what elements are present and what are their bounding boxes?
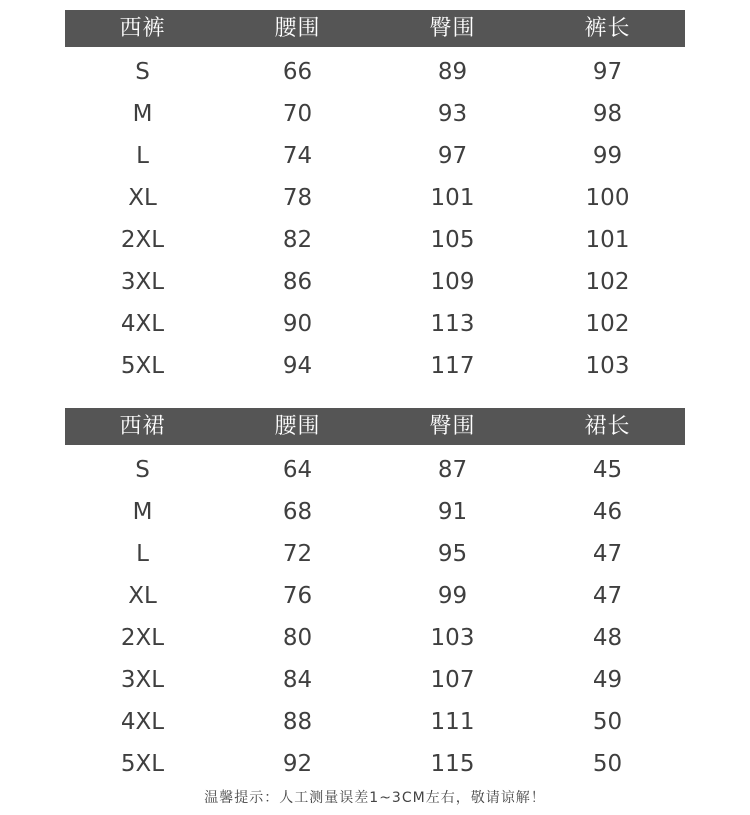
waist-cell: 88 [282,709,313,735]
table-row [65,617,685,659]
length-cell: 46 [592,499,623,525]
size-cell: M [132,101,153,127]
length-cell: 101 [585,227,630,253]
waist-cell: 72 [282,541,313,567]
table-row [65,135,685,177]
table-row [65,533,685,575]
hip-cell: 99 [437,583,468,609]
size-cell: 3XL [120,269,165,295]
table-row [65,743,685,785]
size-cell: L [136,541,149,567]
trousers-data-rows [65,51,685,387]
size-cell: 5XL [120,353,165,379]
hip-cell: 105 [430,227,475,253]
header-cell-length: 裙长 [584,414,631,439]
table-row [65,303,685,345]
header-cell-category: 西裤 [119,16,166,41]
hip-cell: 117 [430,353,475,379]
size-cell: M [132,499,153,525]
size-cell: 3XL [120,667,165,693]
header-cell-hip: 臀围 [429,16,476,41]
trousers-header-row [65,10,685,47]
header-cell-waist: 腰围 [274,414,321,439]
table-row [65,261,685,303]
hip-cell: 103 [430,625,475,651]
hip-cell: 89 [437,59,468,85]
table-row [65,491,685,533]
waist-cell: 84 [282,667,313,693]
table-row [65,51,685,93]
header-cell-category: 西裙 [119,414,166,439]
length-cell: 102 [585,311,630,337]
length-cell: 50 [592,709,623,735]
length-cell: 50 [592,751,623,777]
hip-cell: 113 [430,311,475,337]
table-row [65,177,685,219]
length-cell: 100 [585,185,630,211]
hip-cell: 109 [430,269,475,295]
waist-cell: 80 [282,625,313,651]
header-cell-length: 裤长 [584,16,631,41]
hip-cell: 97 [437,143,468,169]
table-row [65,93,685,135]
waist-cell: 66 [282,59,313,85]
table-row [65,575,685,617]
hip-cell: 101 [430,185,475,211]
size-cell: L [136,143,149,169]
table-row [65,659,685,701]
waist-cell: 82 [282,227,313,253]
skirt-header-row [65,408,685,445]
waist-cell: 74 [282,143,313,169]
hip-cell: 95 [437,541,468,567]
hip-cell: 91 [437,499,468,525]
size-cell: S [135,59,150,85]
waist-cell: 90 [282,311,313,337]
length-cell: 97 [592,59,623,85]
length-cell: 47 [592,541,623,567]
length-cell: 99 [592,143,623,169]
waist-cell: 70 [282,101,313,127]
size-cell: 4XL [120,709,165,735]
table-row [65,449,685,491]
length-cell: 98 [592,101,623,127]
waist-cell: 64 [282,457,313,483]
size-cell: XL [128,185,157,211]
size-cell: 5XL [120,751,165,777]
hip-cell: 93 [437,101,468,127]
table-row [65,345,685,387]
length-cell: 45 [592,457,623,483]
measurement-footnote: 温馨提示：人工测量误差1~3CM左右，敬请谅解！ [204,790,546,806]
size-cell: S [135,457,150,483]
table-row [65,701,685,743]
size-cell: 2XL [120,625,165,651]
header-cell-waist: 腰围 [274,16,321,41]
length-cell: 47 [592,583,623,609]
length-cell: 49 [592,667,623,693]
hip-cell: 111 [430,709,475,735]
hip-cell: 115 [430,751,475,777]
waist-cell: 68 [282,499,313,525]
waist-cell: 86 [282,269,313,295]
skirt-size-table [65,408,685,785]
size-cell: 4XL [120,311,165,337]
waist-cell: 78 [282,185,313,211]
waist-cell: 94 [282,353,313,379]
waist-cell: 76 [282,583,313,609]
hip-cell: 107 [430,667,475,693]
size-cell: XL [128,583,157,609]
table-row [65,219,685,261]
trousers-size-table [65,10,685,387]
skirt-data-rows [65,449,685,785]
length-cell: 103 [585,353,630,379]
waist-cell: 92 [282,751,313,777]
header-cell-hip: 臀围 [429,414,476,439]
length-cell: 102 [585,269,630,295]
size-cell: 2XL [120,227,165,253]
length-cell: 48 [592,625,623,651]
hip-cell: 87 [437,457,468,483]
